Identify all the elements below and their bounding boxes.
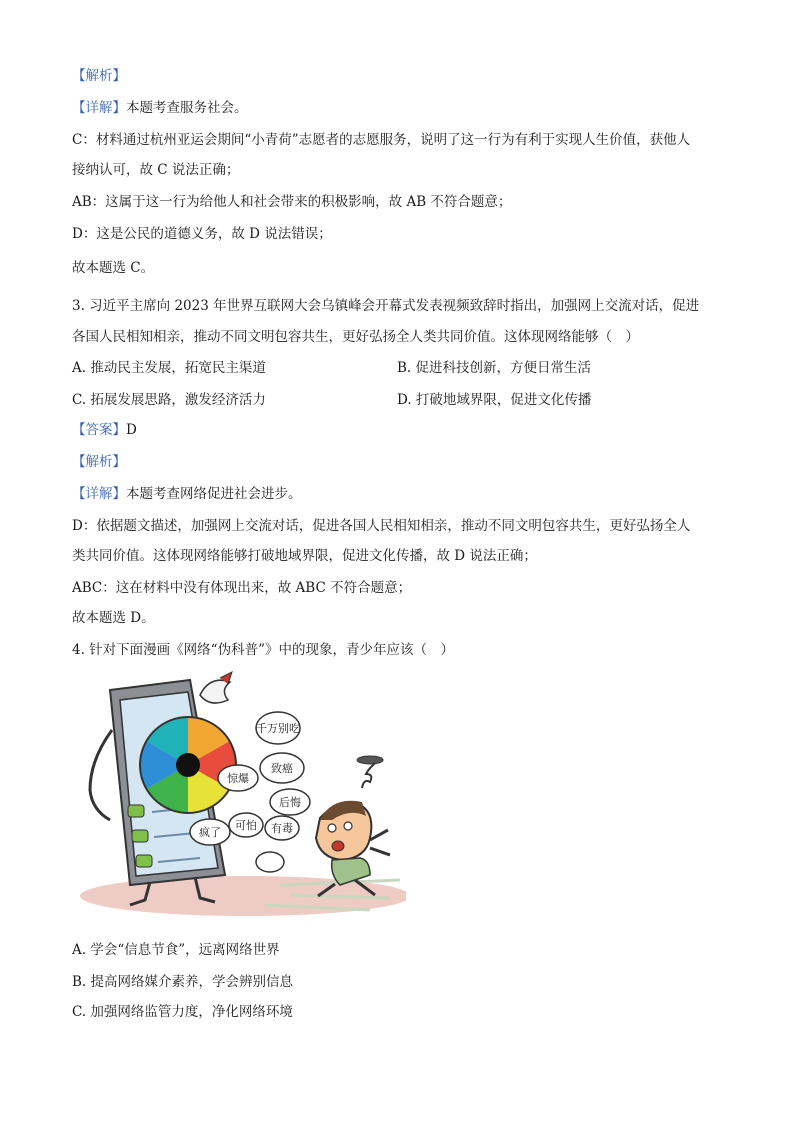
- q3-answer-value: D: [126, 422, 137, 438]
- color-wheel: [140, 717, 236, 813]
- q2-d-line: D：这是公民的道德义务，故 D 说法错误；: [72, 226, 332, 242]
- cartoon-illustration: [70, 670, 406, 920]
- q4-option-a: A. 学会“信息节食”，远离网络世界: [72, 942, 280, 958]
- bubble-word-5: 疯了: [199, 826, 221, 839]
- q2-c-line2: 接纳认可，故 C 说法正确；: [72, 162, 240, 178]
- bubble-word-6: 可怕: [235, 819, 257, 832]
- q3-abc-line: ABC：这在材料中没有体现出来，故 ABC 不符合题意；: [72, 580, 412, 596]
- q3-detail-label: 【详解】: [72, 486, 126, 502]
- q4-option-b: B. 提高网络媒介素养，学会辨别信息: [72, 974, 294, 990]
- q3-stem-line2: 各国人民相知相亲，推动不同文明包容共生，更好弘扬全人类共同价值。这体现网络能够（ ）: [72, 329, 639, 345]
- q3-option-b: B. 促进科技创新，方便日常生活: [397, 360, 592, 376]
- q3-answer-line: [72, 420, 722, 440]
- q3-d-line2: 类共同价值。这体现网络能够打破地域界限，促进文化传播，故 D 说法正确；: [72, 548, 537, 564]
- bubble-word-1: 千万别吃: [256, 722, 300, 735]
- q3-d-line1: D：依据题文描述，加强网上交流对话，促进各国人民相知相亲，推动不同文明包容共生，更好弘扬全人: [72, 518, 691, 534]
- q3-option-d: D. 打破地域界限，促进文化传播: [397, 392, 592, 408]
- q2-conclusion: 故本题选 C。: [72, 260, 155, 276]
- detail-label: 【详解】: [72, 100, 126, 116]
- bubble-word-3: 后悔: [279, 796, 301, 809]
- bubble-word-4: 惊爆: [227, 772, 249, 785]
- bird-drawing: [200, 672, 232, 703]
- bubble-word-2: 致癌: [271, 762, 293, 775]
- q3-stem-line1: 3. 习近平主席向 2023 年世界互联网大会乌镇峰会开幕式发表视频致辞时指出，加强网上交流对话，促进: [72, 298, 700, 314]
- answer-label: 【答案】: [72, 422, 126, 438]
- q3-option-c: C. 拓展发展思路，激发经济活力: [72, 392, 266, 408]
- detail-text: 本题考查服务社会。: [126, 100, 248, 116]
- q3-option-a: A. 推动民主发展，拓宽民主渠道: [72, 360, 266, 376]
- q3-analysis-label: 【解析】: [72, 454, 126, 470]
- tornado-drawing: [357, 756, 383, 788]
- q4-option-c: C. 加强网络监管力度，净化网络环境: [72, 1004, 293, 1020]
- analysis-label: 【解析】: [72, 68, 126, 84]
- q2-c-line1: C：材料通过杭州亚运会期间“小青荷”志愿者的志愿服务，说明了这一行为有利于实现人生价值，获他人: [72, 132, 691, 148]
- detail-line: [72, 98, 722, 118]
- q3-conclusion: 故本题选 D。: [72, 610, 155, 626]
- bubble-word-7: 有毒: [271, 822, 293, 835]
- q4-stem: 4. 针对下面漫画《网络“伪科普”》中的现象，青少年应该（ ）: [72, 642, 454, 658]
- q3-detail-text: 本题考查网络促进社会进步。: [126, 486, 302, 502]
- q3-detail-line: [72, 484, 722, 504]
- q2-ab-line: AB：这属于这一行为给他人和社会带来的积极影响，故 AB 不符合题意；: [72, 194, 512, 210]
